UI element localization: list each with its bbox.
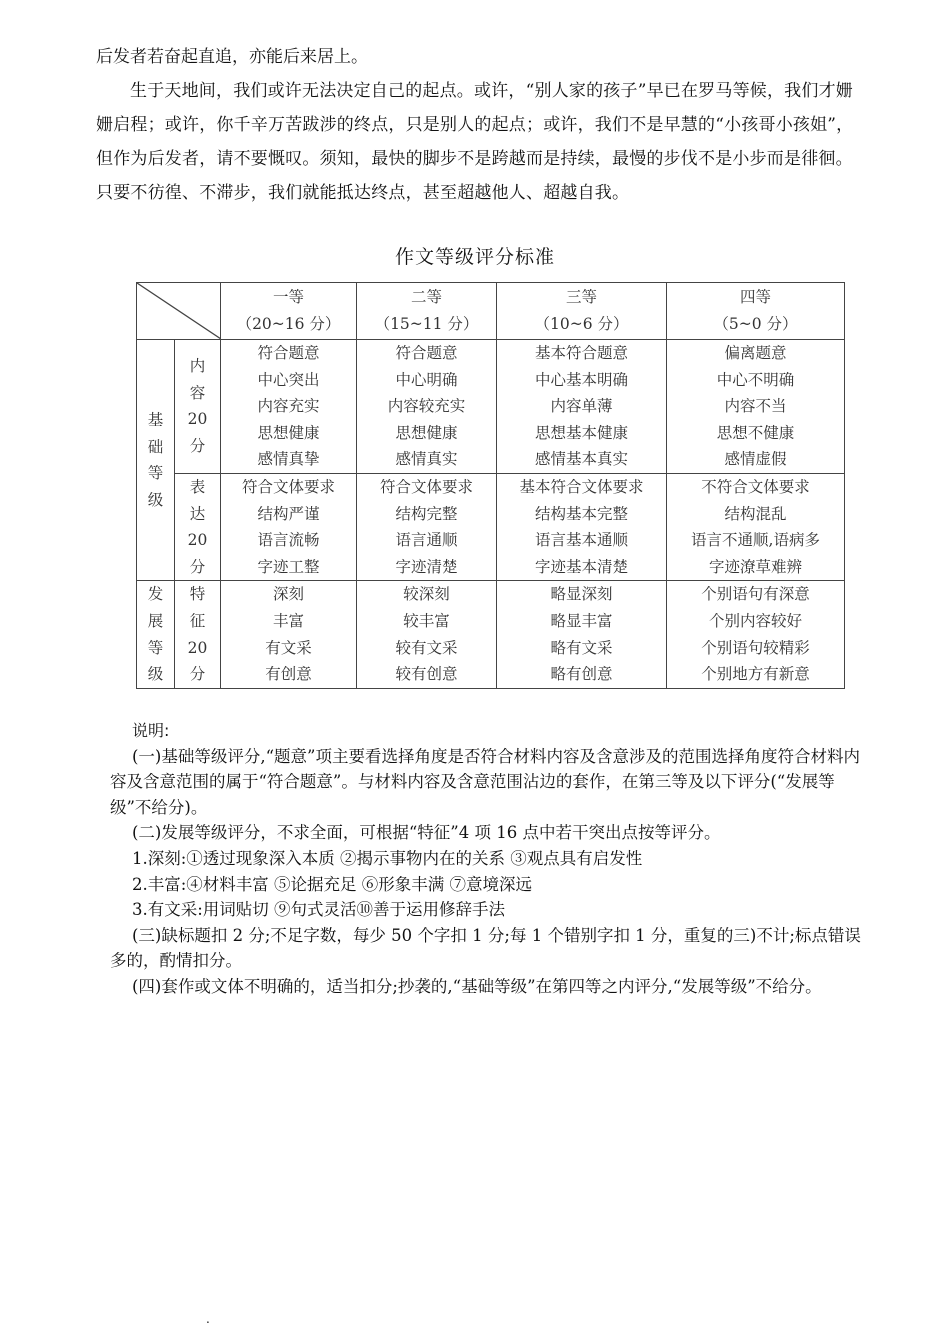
notes-title: 说明:	[132, 721, 170, 740]
expression-grade-2: 符合文体要求 结构完整 语言通顺 字迹清楚	[357, 473, 497, 580]
content-grade-3: 基本符合题意 中心基本明确 内容单薄 思想基本健康 感情基本真实	[497, 340, 667, 474]
expression-sub-label: 表 达 20 分	[175, 473, 221, 580]
feature-row	[137, 581, 845, 688]
expression-grade-1: 符合文体要求 结构严谨 语言流畅 字迹工整	[221, 473, 357, 580]
scoring-rubric-table	[136, 282, 845, 689]
feature-grade-1: 深刻 丰富 有文采 有创意	[221, 581, 357, 688]
feature-grade-4: 个别语句有深意 个别内容较好 个别语句较精彩 个别地方有新意	[667, 581, 845, 688]
grade-header-row	[137, 283, 845, 340]
grade-header-4: 四等 （5~0 分）	[667, 283, 845, 340]
footer-mark: .	[206, 1312, 210, 1326]
feature-grade-2: 较深刻 较丰富 较有文采 较有创意	[357, 581, 497, 688]
note-item: 2.丰富:④材料丰富 ⑤论据充足 ⑥形象丰满 ⑦意境深远	[132, 874, 533, 894]
content-grade-1: 符合题意 中心突出 内容充实 思想健康 感情真挚	[221, 340, 357, 474]
grade-header-2: 二等 （15~11 分）	[357, 283, 497, 340]
essay-paragraph-2: 生于天地间，我们或许无法决定自己的起点。或许，“别人家的孩子”早已在罗马等候，我们才姗姗启程；或许，你千辛万苦跋涉的终点，只是别人的起点；或许，我们不是早慧的“小孩哥小孩姐”，但作为后发者，请不要慨叹。须知，最快的脚步不是跨越而是持续，最慢的步伐不是小步而是徘徊。只要不彷徨、不滞步，我们就能抵达终点，甚至超越他人、超越自我。	[96, 81, 854, 203]
development-level-label: 发 展 等 级	[137, 581, 175, 688]
expression-grade-4: 不符合文体要求 结构混乱 语言不通顺,语病多 字迹潦草难辨	[667, 473, 845, 580]
diagonal-corner-cell	[137, 283, 221, 340]
table-title: 作文等级评分标准	[394, 246, 555, 268]
note-item: (四)套作或文体不明确的，适当扣分;抄袭的,“基础等级”在第四等之内评分,“发展等级”不给分。	[132, 976, 822, 996]
note-item: 3.有文采:用词贴切 ⑨句式灵活⑩善于运用修辞手法	[132, 900, 506, 920]
grade-header-3: 三等 （10~6 分）	[497, 283, 667, 340]
note-item: 1.深刻:①透过现象深入本质 ②揭示事物内在的关系 ③观点具有启发性	[132, 848, 643, 868]
note-item: (三)缺标题扣 2 分;不足字数，每少 50 个字扣 1 分;每 1 个错别字扣 1 分，重复的三)不计;标点错误多的，酌情扣分。	[110, 925, 861, 971]
feature-grade-3: 略显深刻 略显丰富 略有文采 略有创意	[497, 581, 667, 688]
content-grade-4: 偏离题意 中心不明确 内容不当 思想不健康 感情虚假	[667, 340, 845, 474]
basic-level-label: 基 础 等 级	[137, 340, 175, 581]
note-item: (二)发展等级评分，不求全面，可根据“特征”4 项 16 点中若干突出点按等评分。	[132, 823, 721, 843]
expression-grade-3: 基本符合文体要求 结构基本完整 语言基本通顺 字迹基本清楚	[497, 473, 667, 580]
content-grade-2: 符合题意 中心明确 内容较充实 思想健康 感情真实	[357, 340, 497, 474]
content-row	[137, 340, 845, 474]
feature-sub-label: 特 征 20 分	[175, 581, 221, 688]
grade-header-1: 一等 （20~16 分）	[221, 283, 357, 340]
note-item: (一)基础等级评分,“题意”项主要看选择角度是否符合材料内容及含意涉及的范围选择角度符合材料内容及含意范围的属于“符合题意”。与材料内容及含意范围沾边的套作，在第三等及以下评分(“发展等级”不给分)。	[110, 746, 860, 817]
expression-row	[137, 473, 845, 580]
content-sub-label: 内 容 20 分	[175, 340, 221, 474]
notes-section	[110, 718, 870, 1000]
essay-paragraph-1: 后发者若奋起直追，亦能后来居上。	[96, 47, 368, 67]
